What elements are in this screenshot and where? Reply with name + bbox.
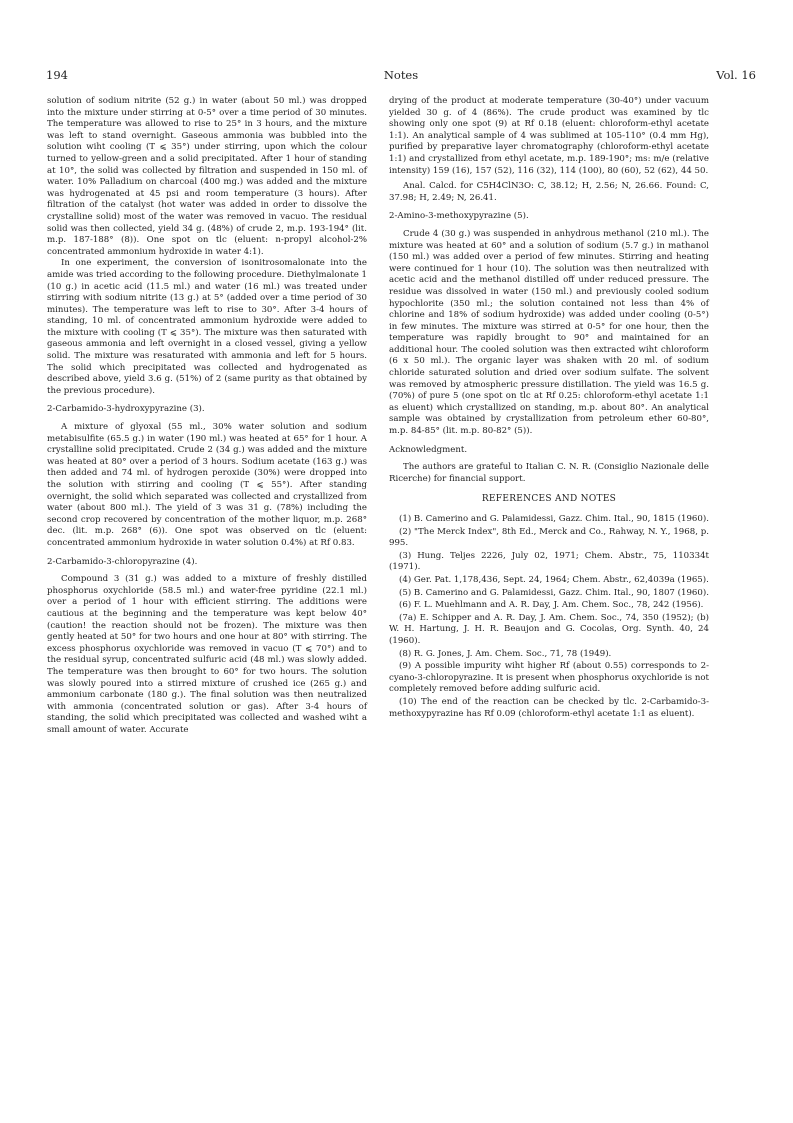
reference-item: (1) B. Camerino and G. Palamidessi, Gazz. Chim. Ital., 90, 1815 (1960). bbox=[399, 514, 709, 524]
right-column bbox=[389, 96, 709, 721]
references-list bbox=[389, 514, 709, 720]
reference-item: (10) The end of the reaction can be checked by tlc. 2-Carbamido-3-methoxypyrazine has Rf 0.09 (chloroform-ethyl acetate 1:1 as eluent). bbox=[389, 696, 709, 719]
paragraph: solution of sodium nitrite (52 g.) in water (about 50 ml.) was dropped into the mixture under stirring at 0-5° over a time period of 30 minutes. The temperature was allowed to rise to 25° in 3 hours, and the mixture was left to stand overnight. Gaseous ammonia was bubbled into the solution wiht cooling (T ⩽ 35°) under stirring, upon which the colour turned to yellow-green and a solid precipitated. After 1 hour of standing at 10°, the solid was collected by filtration and suspended in 150 ml. of water. 10% Palladium on charcoal (400 mg.) was added and the mixture was hydrogenated at 45 psi and room temperature (3 hours). After filtration of the catalyst (hot water was added in order to dissolve the crystalline solid) most of the water was removed in vacuo. The residual solid was then collected, yield 34 g. (48%) of crude 2, m.p. 193-194° (lit. m.p. 187-188° (8)). One spot on tlc (eluent: n-propyl alcohol-2% concentrated ammonium hydroxide in water 4:1). bbox=[47, 96, 367, 257]
reference-item: (7a) E. Schipper and A. R. Day, J. Am. Chem. Soc., 74, 350 (1952); (b) W. H. Hartung, J. H. R. Beaujon and G. Cocolas, Org. Synth. 40, 24 (1960). bbox=[389, 612, 709, 646]
running-header bbox=[46, 68, 756, 82]
reference-item: (6) F. L. Muehlmann and A. R. Day, J. Am. Chem. Soc., 78, 242 (1956). bbox=[399, 600, 704, 611]
volume-label: Vol. 16 bbox=[716, 68, 756, 82]
section-heading: 2-Amino-3-methoxypyrazine (5). bbox=[389, 211, 529, 222]
paragraph: Compound 3 (31 g.) was added to a mixture of freshly distilled phosphorus oxychloride (58.5 ml.) and water-free pyridine (22.1 ml.) over a period of 1 hour with efficient stirring. The additions were cautious at the beginning and the temperature was kept below 40° (caution! the reaction should not be frozen). The mixture was then gently heated at 50° for two hours and one hour at 80° with stirring. The excess phosphorus oxychloride was removed in vacuo (T ⩽ 70°) and to the residual syrup, concentrated sulfuric acid (48 ml.) was slowly added. The temperature was then brought to 60° for two hours. The solution was slowly poured into a stirred mixture of crushed ice (265 g.) and ammonium carbonate (180 g.). The final solution was then neutralized with ammonia (concentrated solution or gas). After 3-4 hours of standing, the solid which precipitated was collected and washed wiht a small amount of water. Accurate bbox=[47, 574, 367, 735]
paragraph: A mixture of glyoxal (55 ml., 30% water solution and sodium metabisulfite (65.5 g.) in water (190 ml.) was heated at 65° for 1 hour. A crystalline solid precipitated. Crude 2 (34 g.) was added and the mixture was heated at 80° over a period of 3 hours. Sodium acetate (163 g.) was then added and 74 ml. of hydrogen peroxide (30%) were dropped into the solution with stirring and cooling (T ⩽ 55°). After standing overnight, the solid which separated was collected and crystallized from water (about 800 ml.). The yield of 3 was 31 g. (78%) including the second crop recovered by concentration of the mother liquor, m.p. 268° dec. (lit. m.p. 268° (6)). One spot was observed on tlc (eluent: concentrated ammonium hydroxide in water solution 0.4%) at Rf 0.83. bbox=[47, 422, 367, 548]
reference-item: (2) "The Merck Index", 8th Ed., Merck and Co., Rahway, N. Y., 1968, p. 995. bbox=[389, 526, 709, 549]
page-number: 194 bbox=[46, 68, 68, 82]
reference-item: (4) Ger. Pat. 1,178,436, Sept. 24, 1964; Chem. Abstr., 62,4039a (1965). bbox=[399, 574, 709, 585]
paragraph: Crude 4 (30 g.) was suspended in anhydrous methanol (210 ml.). The mixture was heated at 60° and a solution of sodium (5.7 g.) in mathanol (150 ml.) was added over a period of few minutes. Stirring and heating were continued for 1 hour (10). The solution was then neutralized with acetic acid and the methanol distilled off under reduced pressure. The residue was dissolved in water (150 ml.) and previously cooled sodium hypochlorite (350 ml.; the solution contained not less than 4% of chlorine and 18% of sodium hydroxide) was added under cooling (0-5°) in few minutes. The mixture was stirred at 0-5° for one hour, then the temperature was rapidly brought to 90° and maintained for an additional hour. The cooled solution was then extracted wiht chloroform (6 x 50 ml.). The organic layer was shaken with 20 ml. of sodium chloride saturated solution and dried over sodium sulfate. The solvent was removed by atmospheric pressure distillation. The yield was 16.5 g. (70%) of pure 5 (one spot on tlc at Rf 0.25: chloroform-ethyl acetate 1:1 as eluent) which crystallized on standing, m.p. about 80°. An analytical sample was obtained by crystallization from petroleum ether 60-80°, m.p. 84-85° (lit. m.p. 80-82° (5)). bbox=[389, 228, 709, 437]
references-heading: REFERENCES AND NOTES bbox=[481, 494, 617, 505]
paragraph: In one experiment, the conversion of isonitrosomalonate into the amide was tried according to the following procedure. Diethylmalonate 1 (10 g.) in acetic acid (11.5 ml.) and water (16 ml.) was treated under stirring with sodium nitrite (13 g.) at 5° (added over a time period of 30 minutes). The temperature was left to rise to 30°. After 3-4 hours of standing, 10 ml. of concentrated ammonium hydroxide were added to the mixture with cooling (T ⩽ 35°). The mixture was then saturated with gaseous ammonia and left overnight in a closed vessel, giving a yellow solid. The mixture was resaturated with ammonia and left for 5 hours. The solid which precipitated was collected and hydrogenated as described above, yield 3.6 g. (51%) of 2 (same purity as that obtained by the previous procedure). bbox=[47, 258, 367, 396]
section-title: Notes bbox=[383, 68, 419, 82]
section-heading: 2-Carbamido-3-hydroxypyrazine (3). bbox=[47, 404, 205, 415]
acknowledgment-heading: Acknowledgment. bbox=[389, 444, 468, 455]
elemental-analysis: Anal. Calcd. for C5H4ClN3O: C, 38.12; H, 2.56; N, 26.66. Found: C, 37.98; H, 2.49; N, 26.41. bbox=[389, 181, 709, 203]
reference-item: (5) B. Camerino and G. Palamidessi, Gazz. Chim. Ital., 90, 1807 (1960). bbox=[399, 587, 709, 598]
acknowledgment-text: The authors are grateful to Italian C. N. R. (Consiglio Nazionale delle Ricerche) for financial support. bbox=[389, 462, 709, 484]
reference-item: (8) R. G. Jones, J. Am. Chem. Soc., 71, 78 (1949). bbox=[399, 648, 612, 659]
left-column bbox=[47, 96, 367, 736]
paragraph: drying of the product at moderate temperature (30-40°) under vacuum yielded 30 g. of 4 (86%). The crude product was examined by tlc showing only one spot (9) at Rf 0.18 (eluent: chloroform-ethyl acetate 1:1). An analytical sample of 4 was sublimed at 105-110° (0.4 mm Hg), purified by preparative layer chromatography (chloroform-ethyl acetate 1:1) and crystallized from ethyl acetate, m.p. 189-190°; ms: m/e (relative intensity) 159 (16), 157 (52), 116 (32), 114 (100), 80 (60), 52 (62), 44 50. bbox=[389, 96, 709, 176]
section-heading: 2-Carbamido-3-chloropyrazine (4). bbox=[47, 556, 198, 567]
reference-item: (3) Hung. Teljes 2226, July 02, 1971; Chem. Abstr., 75, 110334t (1971). bbox=[389, 550, 709, 573]
reference-item: (9) A possible impurity wiht higher Rf (about 0.55) corresponds to 2-cyano-3-chloropyrazine. It is present when phosphorus oxychloride is not completely removed before adding sulfuric acid. bbox=[389, 661, 709, 695]
